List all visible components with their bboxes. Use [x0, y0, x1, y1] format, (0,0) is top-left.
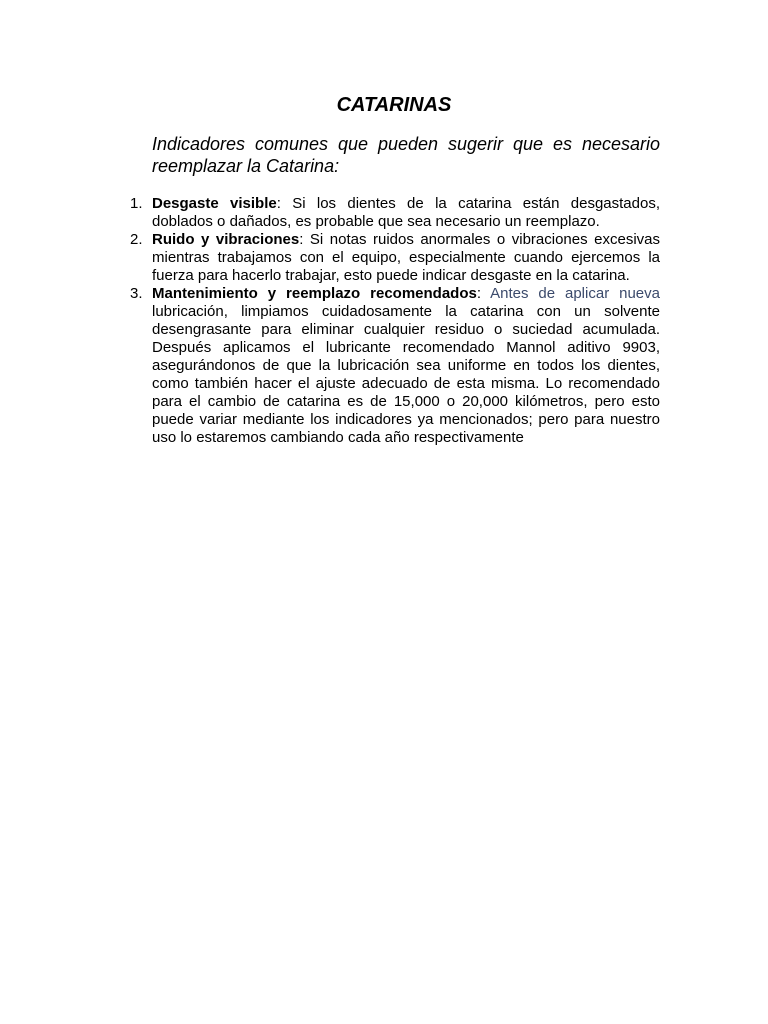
list-item-highlight-text: Antes de aplicar nueva [490, 285, 660, 302]
list-item-number: 2. [130, 231, 143, 248]
list-item [130, 285, 660, 447]
list-item-text: Si los dientes de la catarina están desgastados, doblados o dañados, es probable que sea necesario un reemplazo. [152, 195, 660, 230]
list-item [130, 231, 660, 285]
list-item-term: Desgaste visible [152, 195, 277, 212]
list-item-term: Ruido y vibraciones [152, 231, 300, 248]
list-item-separator: : [299, 231, 304, 248]
indicator-list [130, 195, 660, 447]
list-item-text: Si notas ruidos anormales o vibraciones excesivas mientras trabajamos con el equipo, especialmente cuando ejercemos la fuerza para hacerlo trabajar, esto puede indicar desgaste en la catarina. [152, 231, 660, 284]
list-item-number: 3. [130, 285, 143, 302]
list-item-separator: : [476, 285, 491, 302]
list-item-text: lubricación, limpiamos cuidadosamente la catarina con un solvente desengrasante para eliminar cualquier residuo o suciedad acumulada. Después aplicamos el lubricante recomendado Mannol aditivo 9903, asegurándonos de que la lubricación sea uniforme en todos los dientes, como también hacer el ajuste adecuado de esta misma. Lo recomendado para el cambio de catarina es de 15,000 o 20,000 kilómetros, pero esto puede variar mediante los indicadores ya mencionados; pero para nuestro uso lo estaremos cambiando cada año respectivamente [152, 303, 660, 446]
list-item-term: Mantenimiento y reemplazo recomendados [152, 285, 477, 302]
list-item-number: 1. [130, 195, 143, 212]
list-item [130, 195, 660, 231]
intro-paragraph: Indicadores comunes que pueden sugerir que es necesario reemplazar la Catarina: [152, 134, 660, 176]
document-title: CATARINAS [336, 94, 452, 116]
list-item-separator: : [276, 195, 281, 212]
